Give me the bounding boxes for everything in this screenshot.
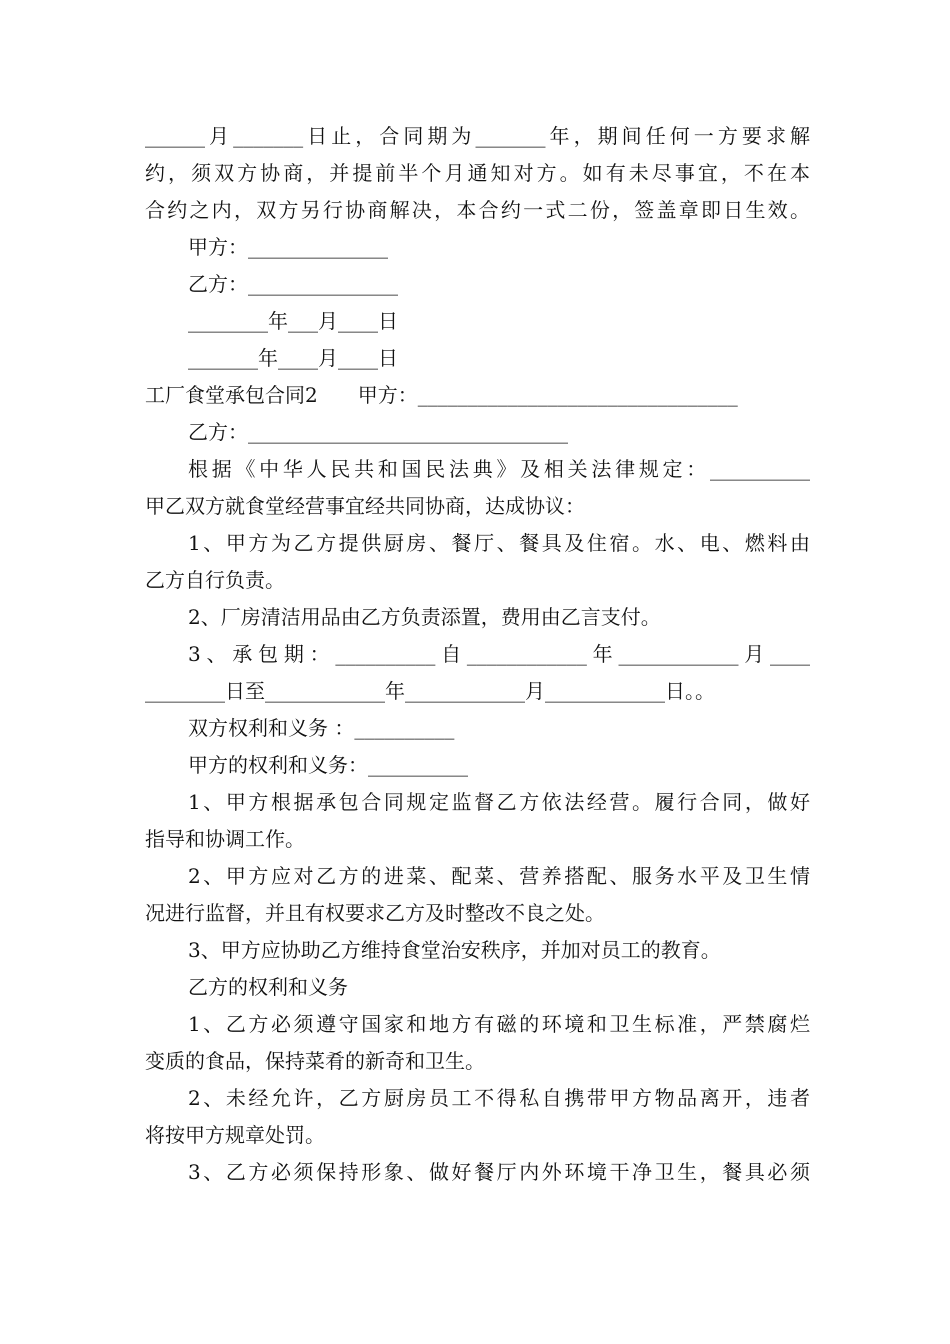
document-line: 3、甲方应协助乙方维持食堂治安秩序，并加对员工的教育。 xyxy=(188,938,721,962)
document-line: 2、厂房清洁用品由乙方负责添置，费用由乙言支付。 xyxy=(188,605,661,629)
document-line: 合约之内，双方另行协商解决，本合约一式二份，签盖章即日生效。 xyxy=(145,198,810,222)
document-line: 甲方的权利和义务：__________ xyxy=(188,753,468,777)
document-line: ______月_______日止，合同期为_______年，期间任何一方要求解 xyxy=(145,124,810,148)
document-line: _______年____月____日 xyxy=(188,346,398,370)
document-line: 双方权利和义务 ：__________ xyxy=(188,716,455,740)
document-page xyxy=(145,118,810,1191)
document-line: 甲方：______________ xyxy=(188,235,388,259)
document-line: 甲乙双方就食堂经营事宜经共同协商，达成协议： xyxy=(145,494,585,518)
document-line: 乙方自行负责。 xyxy=(145,568,285,592)
document-line: 1、乙方必须遵守国家和地方有磁的环境和卫生标准，严禁腐烂 xyxy=(188,1012,810,1036)
document-line: 1、甲方为乙方提供厨房、餐厅、餐具及住宿。水、电、燃料由 xyxy=(188,531,810,555)
document-line: 1、甲方根据承包合同规定监督乙方依法经营。履行合同，做好 xyxy=(188,790,810,814)
document-line: 约，须双方协商，并提前半个月通知对方。如有未尽事宜，不在本 xyxy=(145,161,810,185)
document-line: 2、未经允许，乙方厨房员工不得私自携带甲方物品离开，违者 xyxy=(188,1086,810,1110)
document-line: 2、甲方应对乙方的进菜、配菜、营养搭配、服务水平及卫生情 xyxy=(188,864,810,888)
document-line: 3、承包期：__________自____________年____________月____ xyxy=(188,642,810,666)
document-line: 工厂食堂承包合同2 甲方：________________________________ xyxy=(145,383,738,407)
document-line: 指导和协调工作。 xyxy=(145,827,305,851)
document-line: ________日至____________年____________月____________日。。 xyxy=(145,679,715,703)
document-line: ________年___月____日 xyxy=(188,309,398,333)
document-line: 3、乙方必须保持形象、做好餐厅内外环境干净卫生，餐具必须 xyxy=(188,1160,810,1184)
document-line: 乙方的权利和义务 xyxy=(188,975,348,999)
document-line: 乙方：_______________ xyxy=(188,272,398,296)
document-line: 根据《中华人民共和国民法典》及相关法律规定：__________ xyxy=(188,457,810,481)
document-line: 况进行监督，并且有权要求乙方及时整改不良之处。 xyxy=(145,901,605,925)
document-line: 变质的食品，保持菜肴的新奇和卫生。 xyxy=(145,1049,485,1073)
document-line: 将按甲方规章处罚。 xyxy=(145,1123,325,1147)
document-line: 乙方：________________________________ xyxy=(188,420,568,444)
